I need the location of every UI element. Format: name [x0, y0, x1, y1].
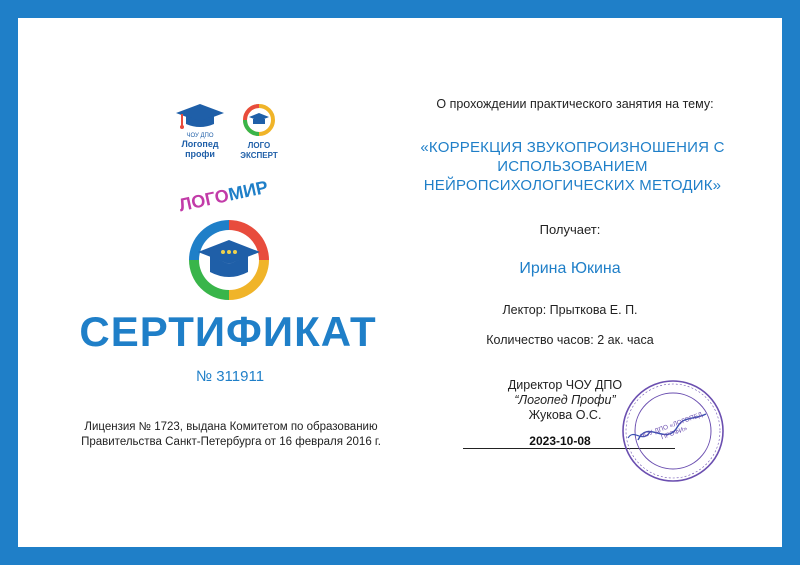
certificate-title: СЕРТИФИКАТ: [79, 308, 377, 355]
recipient-label: Получает:: [539, 222, 601, 237]
globe-icon: [238, 104, 280, 136]
graduation-cap-icon: [172, 100, 228, 130]
topic-line2: ИСПОЛЬЗОВАНИЕМ: [497, 158, 648, 175]
logo-expert-logo: [238, 104, 280, 160]
logomir-part1: ЛОГО: [177, 185, 231, 216]
signature-line1: Директор ЧОУ ДПО: [507, 378, 623, 392]
topic-line3: НЕЙРОПСИХОЛОГИЧЕСКИХ МЕТОДИК»: [423, 177, 722, 194]
certificate-number: № 311911: [195, 368, 265, 385]
license-line2: Правительства Санкт-Петербурга от 16 февраля 2016 г.: [81, 436, 381, 448]
expert-name-line2: ЭКСПЕРТ: [240, 151, 278, 160]
topic-line1: «КОРРЕКЦИЯ ЗВУКОПРОИЗНОШЕНИЯ С: [420, 139, 725, 156]
signature-date: 2023-10-08: [529, 434, 591, 448]
license-line1: Лицензия № 1723, выдана Комитетом по образованию: [84, 421, 378, 433]
official-stamp: [620, 378, 726, 484]
signature-line2: “Логопед Профи”: [514, 393, 616, 407]
expert-name-line1: ЛОГО: [247, 141, 271, 150]
logoped-caption: ЧОУ ДПО: [186, 133, 214, 139]
recipient-name: Ирина Юкина: [519, 260, 621, 277]
signature-line3: Жукова О.С.: [528, 408, 602, 422]
lecturer: Лектор: Прыткова Е. П.: [502, 303, 638, 317]
stamp-text: ЧОУ ДПО «ЛОГОПЕД ПРОФИ»: [639, 411, 704, 442]
logoped-name-line1: Логопед: [181, 139, 219, 149]
course-intro: О прохождении практического занятия на тему:: [436, 97, 714, 111]
logomir-part2: МИР: [226, 176, 270, 205]
hours: Количество часов: 2 ак. часа: [486, 333, 654, 347]
logoped-profi-logo: [172, 100, 228, 158]
logoped-name-line2: профи: [185, 149, 215, 159]
